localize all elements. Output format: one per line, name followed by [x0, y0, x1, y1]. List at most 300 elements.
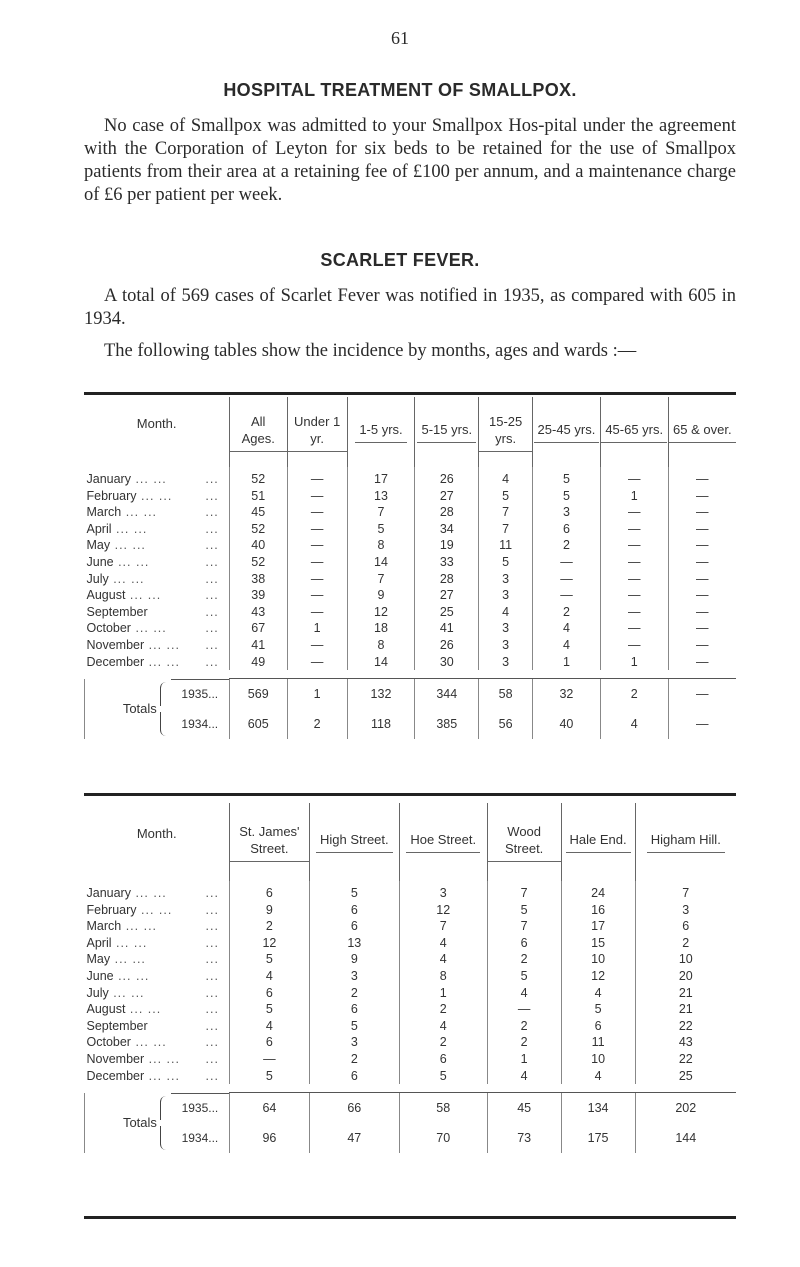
ward-table-value-cell: 6: [309, 1068, 399, 1085]
age-table-total-cell: 40: [533, 709, 601, 739]
age-table-value-cell: 26: [415, 467, 479, 488]
age-table-value-cell: 52: [229, 467, 287, 488]
age-table-value-cell: —: [668, 467, 736, 488]
ward-table-total-cell: 64: [229, 1093, 309, 1124]
ward-table-value-cell: 5: [229, 951, 309, 968]
age-table-value-cell: 12: [347, 604, 415, 621]
age-table-value-cell: —: [600, 554, 668, 571]
ward-table-row: [85, 1068, 737, 1085]
ward-table-total-cell: 96: [229, 1123, 309, 1153]
age-table-row: [85, 587, 737, 604]
ward-table-value-cell: 11: [561, 1034, 635, 1051]
ward-table-value-cell: 6: [399, 1051, 487, 1068]
age-table-month-cell: September ...: [86, 604, 219, 619]
age-table-value-cell: —: [668, 537, 736, 554]
age-table-total-cell: 132: [347, 679, 415, 710]
month-label: April: [86, 935, 112, 950]
ward-table-row: [85, 968, 737, 985]
totals-year: 1934...: [181, 1131, 219, 1146]
ward-table-value-cell: 6: [635, 918, 736, 935]
month-label: May: [86, 538, 111, 553]
age-table-value-cell: —: [600, 604, 668, 621]
age-table-value-cell: 1: [600, 654, 668, 671]
ward-table-month-cell: February ... ... ...: [86, 902, 219, 917]
age-table-total-cell: 385: [415, 709, 479, 739]
age-table-total-cell: 4: [600, 709, 668, 739]
age-table-value-cell: 4: [479, 604, 533, 621]
age-table-month-cell: December ... ... ...: [86, 654, 219, 669]
ward-table-value-cell: 3: [309, 1034, 399, 1051]
age-table-total-cell: 2: [287, 709, 347, 739]
ward-table-value-cell: 3: [399, 881, 487, 902]
age-table-value-cell: —: [668, 637, 736, 654]
age-table-value-cell: 52: [229, 521, 287, 538]
ward-table-total-cell: 175: [561, 1123, 635, 1153]
age-table-row: [85, 521, 737, 538]
month-label: October: [86, 1035, 131, 1050]
age-table-totals-row: [85, 709, 737, 739]
age-table-value-cell: 14: [347, 554, 415, 571]
age-header-65-over: 65 & over.: [668, 397, 736, 467]
age-table-value-cell: —: [287, 537, 347, 554]
ward-table-value-cell: 4: [229, 968, 309, 985]
totals-brace: [160, 682, 171, 706]
ward-table-total-cell: 73: [487, 1123, 561, 1153]
age-table-value-cell: 7: [479, 504, 533, 521]
ward-table-month-cell: October ... ... ...: [86, 1035, 219, 1050]
ward-table-month-cell: July ... ... ...: [86, 985, 219, 1000]
month-label: May: [86, 952, 111, 967]
ward-table-value-cell: 7: [399, 918, 487, 935]
ward-table-totals-row: [85, 1093, 737, 1124]
age-table-value-cell: 1: [600, 488, 668, 505]
age-header-under-1: Under 1 yr.: [287, 397, 347, 467]
age-table-value-cell: —: [600, 467, 668, 488]
ward-table-bottom-rule: [84, 1216, 736, 1219]
ward-table-total-cell: 47: [309, 1123, 399, 1153]
age-table-value-cell: 5: [533, 488, 601, 505]
age-table-value-cell: —: [668, 521, 736, 538]
ward-table: [84, 803, 736, 1153]
ward-table-row: [85, 935, 737, 952]
age-table-value-cell: 4: [533, 637, 601, 654]
ward-table-value-cell: 24: [561, 881, 635, 902]
age-table-total-cell: 344: [415, 679, 479, 710]
age-table-value-cell: —: [600, 504, 668, 521]
age-table-value-cell: —: [668, 587, 736, 604]
ward-table-value-cell: 8: [399, 968, 487, 985]
age-table-value-cell: 41: [229, 637, 287, 654]
age-table-value-cell: 8: [347, 537, 415, 554]
ward-table-value-cell: 1: [487, 1051, 561, 1068]
totals-brace: [160, 1126, 171, 1150]
age-table-value-cell: 51: [229, 488, 287, 505]
ward-table-value-cell: 16: [561, 902, 635, 919]
ward-table-value-cell: 2: [487, 951, 561, 968]
ward-table-value-cell: 6: [309, 918, 399, 935]
age-table-row: [85, 620, 737, 637]
month-label: December: [86, 1068, 145, 1083]
age-table-month-cell: August ... ... ...: [86, 588, 219, 603]
age-table-value-cell: 27: [415, 587, 479, 604]
age-table-value-cell: 28: [415, 571, 479, 588]
age-table-month-cell: April ... ... ...: [86, 521, 219, 536]
ward-table-value-cell: 12: [229, 935, 309, 952]
age-header-1-5: 1-5 yrs.: [347, 397, 415, 467]
ward-table-value-cell: 10: [561, 951, 635, 968]
age-table-value-cell: 5: [479, 488, 533, 505]
age-table-row: [85, 537, 737, 554]
age-table-value-cell: —: [668, 571, 736, 588]
age-table-value-cell: 1: [533, 654, 601, 671]
age-table-month-cell: June ... ... ...: [86, 554, 219, 569]
month-label: February: [86, 902, 137, 917]
ward-table-value-cell: 6: [309, 902, 399, 919]
age-table-total-cell: 118: [347, 709, 415, 739]
ward-table-month-cell: November ... ... ...: [86, 1051, 219, 1066]
totals-year: 1934...: [181, 717, 219, 732]
ward-table-value-cell: 2: [399, 1001, 487, 1018]
ward-table-value-cell: 25: [635, 1068, 736, 1085]
ward-table-month-cell: January ... ... ...: [86, 886, 219, 900]
ward-table-value-cell: 6: [561, 1018, 635, 1035]
age-table-value-cell: 13: [347, 488, 415, 505]
ward-table-month-cell: June ... ... ...: [86, 968, 219, 983]
age-table-value-cell: 14: [347, 654, 415, 671]
age-header-25-45: 25-45 yrs.: [533, 397, 601, 467]
ward-table-value-cell: 9: [309, 951, 399, 968]
totals-label: Totals: [122, 1115, 157, 1131]
age-table-value-cell: 3: [479, 620, 533, 637]
ward-header-st-james: St. James' Street.: [229, 803, 309, 881]
ward-table-row: [85, 881, 737, 902]
ward-header-higham-hill: Higham Hill.: [635, 803, 736, 881]
ward-table-row: [85, 1034, 737, 1051]
ward-table-value-cell: 15: [561, 935, 635, 952]
ward-table-value-cell: 2: [229, 918, 309, 935]
month-label: March: [86, 919, 122, 934]
age-table-totals-row: [85, 679, 737, 710]
ward-table-header-row: [85, 803, 737, 881]
month-label: April: [86, 521, 112, 536]
ward-table-month-cell: August ... ... ...: [86, 1002, 219, 1017]
age-table-value-cell: 45: [229, 504, 287, 521]
age-table-value-cell: —: [287, 604, 347, 621]
ward-table-month-cell: September ...: [86, 1018, 219, 1033]
age-table-value-cell: 7: [347, 571, 415, 588]
age-table-total-cell: —: [668, 679, 736, 710]
ward-table-value-cell: 1: [399, 985, 487, 1002]
ward-header-hoe-street: Hoe Street.: [399, 803, 487, 881]
ward-table-total-cell: 144: [635, 1123, 736, 1153]
age-table-value-cell: 40: [229, 537, 287, 554]
age-table-value-cell: —: [668, 554, 736, 571]
ward-table-value-cell: 4: [487, 985, 561, 1002]
month-label: January: [86, 886, 131, 900]
ward-table-value-cell: 5: [229, 1068, 309, 1085]
ward-header-high-street: High Street.: [309, 803, 399, 881]
age-header-45-65: 45-65 yrs.: [600, 397, 668, 467]
ward-table-value-cell: 22: [635, 1051, 736, 1068]
age-table-total-cell: 58: [479, 679, 533, 710]
age-header-15-25: 15-25 yrs.: [479, 397, 533, 467]
month-label: January: [86, 472, 131, 486]
age-table-total-cell: 1: [287, 679, 347, 710]
ward-table-value-cell: 4: [399, 1018, 487, 1035]
age-table-month-cell: November ... ... ...: [86, 637, 219, 652]
age-table-value-cell: 25: [415, 604, 479, 621]
month-label: June: [86, 554, 114, 569]
age-table-total-cell: 605: [229, 709, 287, 739]
age-table-value-cell: 4: [479, 467, 533, 488]
age-table-value-cell: 43: [229, 604, 287, 621]
age-table-value-cell: —: [600, 571, 668, 588]
age-table-value-cell: 8: [347, 637, 415, 654]
age-table-value-cell: 4: [533, 620, 601, 637]
ward-table-value-cell: 10: [635, 951, 736, 968]
ward-table-value-cell: 4: [561, 1068, 635, 1085]
age-table-row: [85, 504, 737, 521]
ward-table-value-cell: 4: [487, 1068, 561, 1085]
age-table-total-cell: —: [668, 709, 736, 739]
ward-table-month-cell: May ... ... ...: [86, 952, 219, 967]
age-table-spacer-row: [85, 670, 737, 679]
ward-table-value-cell: 10: [561, 1051, 635, 1068]
age-table-value-cell: —: [287, 504, 347, 521]
age-table-value-cell: 28: [415, 504, 479, 521]
ward-table-value-cell: 5: [561, 1001, 635, 1018]
age-table-value-cell: 2: [533, 604, 601, 621]
age-table-header-row: [85, 397, 737, 467]
totals-year: 1935...: [171, 1093, 229, 1122]
age-table-value-cell: —: [287, 637, 347, 654]
scarlet-paragraph-1: [84, 285, 736, 331]
scarlet-text-1: A total of 569 cases of Scarlet Fever was notified in 1935, as compared with 605 in 1934.: [84, 286, 736, 329]
ward-table-month-cell: December ... ... ...: [86, 1068, 219, 1083]
age-table-month-cell: March ... ... ...: [86, 505, 219, 520]
age-table-value-cell: 3: [479, 587, 533, 604]
ward-table-value-cell: 12: [399, 902, 487, 919]
age-table-bottom-rule: [84, 793, 736, 796]
ward-table-value-cell: 13: [309, 935, 399, 952]
age-table-value-cell: —: [600, 537, 668, 554]
age-table-value-cell: —: [600, 637, 668, 654]
age-table-value-cell: —: [668, 488, 736, 505]
ward-table-row: [85, 902, 737, 919]
age-table-value-cell: 7: [479, 521, 533, 538]
ward-table-value-cell: 4: [229, 1018, 309, 1035]
age-table-value-cell: 5: [347, 521, 415, 538]
ward-table-totals-row: [85, 1123, 737, 1153]
ward-table-value-cell: 2: [487, 1034, 561, 1051]
age-table-value-cell: —: [287, 521, 347, 538]
ward-table-value-cell: 4: [399, 935, 487, 952]
ward-table-value-cell: 22: [635, 1018, 736, 1035]
age-table-row: [85, 571, 737, 588]
age-table-value-cell: 5: [533, 467, 601, 488]
age-table-value-cell: 3: [479, 571, 533, 588]
age-table-value-cell: 19: [415, 537, 479, 554]
age-table-value-cell: —: [600, 620, 668, 637]
month-label: October: [86, 621, 131, 636]
age-table-value-cell: 39: [229, 587, 287, 604]
ward-table-value-cell: 6: [229, 985, 309, 1002]
age-table-total-cell: 2: [600, 679, 668, 710]
totals-brace: [160, 1096, 171, 1120]
month-label: June: [86, 968, 114, 983]
ward-table-value-cell: 4: [399, 951, 487, 968]
age-table-value-cell: —: [287, 488, 347, 505]
totals-year: 1935...: [171, 679, 229, 708]
ward-table-row: [85, 1001, 737, 1018]
ward-header-hale-end: Hale End.: [561, 803, 635, 881]
age-table-value-cell: 27: [415, 488, 479, 505]
month-label: September: [86, 1018, 148, 1033]
age-table-value-cell: 3: [479, 637, 533, 654]
ward-table-value-cell: 21: [635, 1001, 736, 1018]
ward-table-value-cell: 6: [309, 1001, 399, 1018]
scarlet-paragraph-2: [84, 340, 736, 363]
ward-table-value-cell: 43: [635, 1034, 736, 1051]
ward-table-value-cell: —: [229, 1051, 309, 1068]
age-table-value-cell: —: [533, 554, 601, 571]
ward-table-total-cell: 202: [635, 1093, 736, 1124]
age-table-value-cell: 26: [415, 637, 479, 654]
month-label: November: [86, 637, 145, 652]
ward-table-month-cell: April ... ... ...: [86, 935, 219, 950]
age-table-value-cell: 2: [533, 537, 601, 554]
ward-table-total-cell: 58: [399, 1093, 487, 1124]
ward-table-value-cell: 21: [635, 985, 736, 1002]
ward-table-value-cell: 2: [487, 1018, 561, 1035]
ward-table-value-cell: 3: [635, 902, 736, 919]
age-table-month-cell: October ... ... ...: [86, 621, 219, 636]
age-table-value-cell: 33: [415, 554, 479, 571]
age-table-value-cell: 1: [287, 620, 347, 637]
month-label: July: [86, 985, 109, 1000]
ward-header-wood-street: Wood Street.: [487, 803, 561, 881]
ward-table-total-cell: 45: [487, 1093, 561, 1124]
smallpox-paragraph: [84, 115, 736, 207]
ward-table-row: [85, 951, 737, 968]
ward-table-value-cell: 5: [399, 1068, 487, 1085]
ward-table-value-cell: —: [487, 1001, 561, 1018]
ward-table-row: [85, 1051, 737, 1068]
ward-table-value-cell: 5: [487, 902, 561, 919]
age-table-value-cell: —: [287, 587, 347, 604]
ward-table-totals-label-cell: [85, 1093, 230, 1131]
ward-table-value-cell: 7: [635, 881, 736, 902]
age-table-month-cell: July ... ... ...: [86, 571, 219, 586]
age-table-month-cell: February ... ... ...: [86, 488, 219, 503]
ward-table-value-cell: 17: [561, 918, 635, 935]
age-table-row: [85, 467, 737, 488]
age-table-total-cell: 56: [479, 709, 533, 739]
age-table-row: [85, 654, 737, 671]
ward-table-value-cell: 20: [635, 968, 736, 985]
age-header-5-15: 5-15 yrs.: [415, 397, 479, 467]
scarlet-text-2: The following tables show the incidence by months, ages and wards :—: [104, 341, 637, 361]
smallpox-heading: HOSPITAL TREATMENT OF SMALLPOX.: [223, 80, 577, 100]
age-table-value-cell: 18: [347, 620, 415, 637]
age-table-value-cell: 7: [347, 504, 415, 521]
ward-table-row: [85, 985, 737, 1002]
age-table-value-cell: —: [668, 604, 736, 621]
month-label: February: [86, 488, 137, 503]
age-table-value-cell: —: [287, 467, 347, 488]
ward-table-value-cell: 12: [561, 968, 635, 985]
age-table-value-cell: —: [287, 571, 347, 588]
age-header-all-ages: All Ages.: [229, 397, 287, 467]
age-table-value-cell: —: [668, 504, 736, 521]
age-table-value-cell: 38: [229, 571, 287, 588]
scarlet-fever-heading: SCARLET FEVER.: [320, 250, 480, 270]
age-table-value-cell: 17: [347, 467, 415, 488]
age-table-value-cell: 52: [229, 554, 287, 571]
age-table-value-cell: —: [287, 554, 347, 571]
ward-table-value-cell: 7: [487, 881, 561, 902]
page-number: 61: [391, 28, 409, 48]
ward-table-value-cell: 6: [487, 935, 561, 952]
age-table-month-cell: May ... ... ...: [86, 538, 219, 553]
ward-table-total-cell: 134: [561, 1093, 635, 1124]
age-table: [84, 397, 736, 739]
ward-table-total-cell: 70: [399, 1123, 487, 1153]
age-table-value-cell: —: [668, 654, 736, 671]
ward-table-row: [85, 918, 737, 935]
ward-table-value-cell: 5: [487, 968, 561, 985]
age-table-value-cell: —: [600, 521, 668, 538]
age-table-value-cell: 3: [479, 654, 533, 671]
totals-label: Totals: [122, 701, 157, 717]
ward-table-row: [85, 1018, 737, 1035]
month-label: August: [86, 1002, 126, 1017]
age-table-value-cell: 30: [415, 654, 479, 671]
age-table-value-cell: 9: [347, 587, 415, 604]
age-table-row: [85, 554, 737, 571]
age-table-value-cell: 34: [415, 521, 479, 538]
month-label: March: [86, 505, 122, 520]
age-table-value-cell: —: [287, 654, 347, 671]
age-table-top-rule: [84, 392, 736, 395]
ward-table-value-cell: 2: [399, 1034, 487, 1051]
age-table-value-cell: 67: [229, 620, 287, 637]
age-table-row: [85, 488, 737, 505]
age-table-value-cell: 41: [415, 620, 479, 637]
ward-table-value-cell: 7: [487, 918, 561, 935]
age-table-total-cell: 32: [533, 679, 601, 710]
age-table-row: [85, 604, 737, 621]
smallpox-text: No case of Smallpox was admitted to your Smallpox Hos-pital under the agreement with the Corporation of Leyton for six beds to be retained for the use of Smallpox patients from their area at a retaining fee of £100 per annum, and a maintenance charge of £6 per patient per week.: [84, 116, 736, 205]
totals-brace: [160, 712, 171, 736]
month-label: August: [86, 588, 126, 603]
age-table-value-cell: —: [600, 587, 668, 604]
age-table-value-cell: 5: [479, 554, 533, 571]
month-label: September: [86, 604, 148, 619]
age-table-totals-label-cell: [85, 679, 230, 717]
month-label: July: [86, 571, 109, 586]
age-table-value-cell: —: [533, 571, 601, 588]
month-label: November: [86, 1051, 145, 1066]
ward-table-month-cell: March ... ... ...: [86, 919, 219, 934]
age-table-value-cell: 49: [229, 654, 287, 671]
age-table-value-cell: 11: [479, 537, 533, 554]
age-table-total-cell: 569: [229, 679, 287, 710]
ward-table-value-cell: 6: [229, 1034, 309, 1051]
ward-table-value-cell: 5: [309, 881, 399, 902]
age-table-value-cell: 3: [533, 504, 601, 521]
ward-table-value-cell: 5: [229, 1001, 309, 1018]
